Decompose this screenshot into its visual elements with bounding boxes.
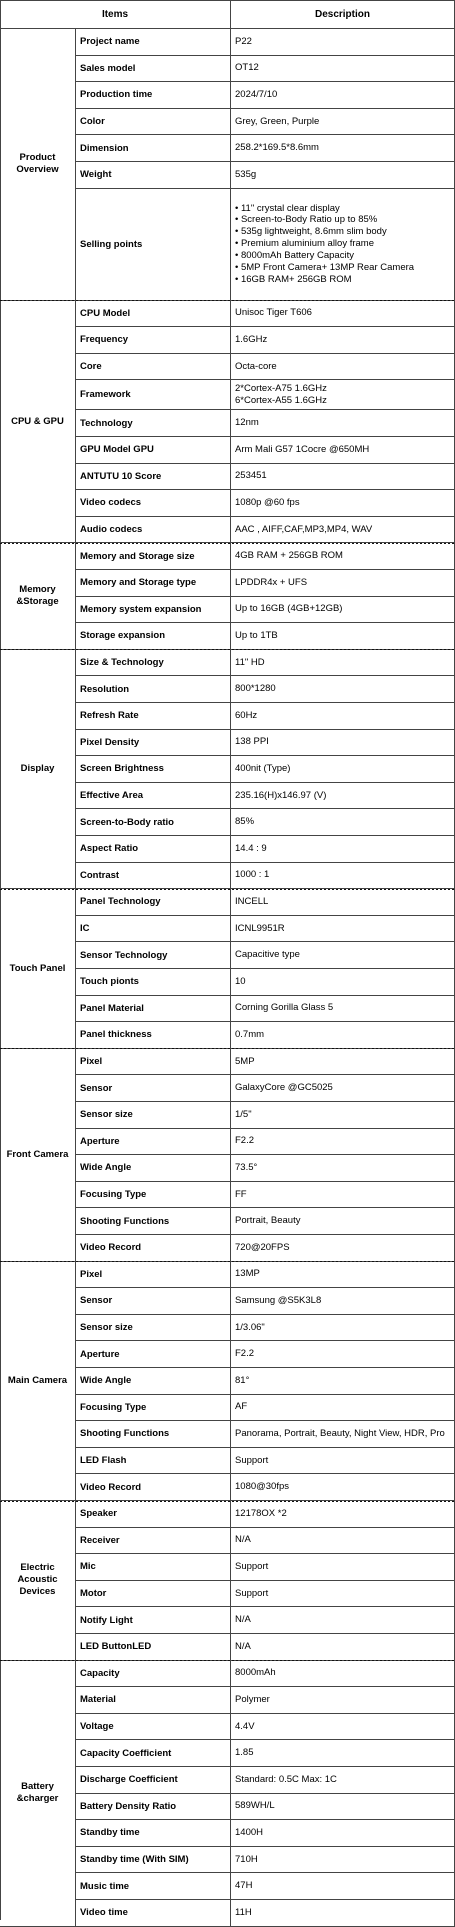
spec-item-label: Panel thickness: [76, 1022, 231, 1049]
group-separator: [0, 649, 455, 650]
spec-item-label: Video Record: [76, 1474, 231, 1501]
spec-item-label: Sensor size: [76, 1102, 231, 1129]
group-label: Electric Acoustic Devices: [0, 1501, 76, 1661]
spec-item-label: Video Record: [76, 1235, 231, 1262]
spec-item-value: 253451: [231, 464, 455, 491]
spec-item-label: GPU Model GPU: [76, 437, 231, 464]
spec-item-value: AF: [231, 1395, 455, 1422]
spec-item-label: Battery Density Ratio: [76, 1794, 231, 1821]
spec-item-label: Core: [76, 354, 231, 381]
spec-item-label: Motor: [76, 1581, 231, 1608]
spec-item-label: Panel Material: [76, 996, 231, 1023]
spec-item-value: N/A: [231, 1607, 455, 1634]
group-separator: [0, 1660, 455, 1661]
group-label: CPU & GPU: [0, 301, 76, 544]
spec-item-label: Production time: [76, 82, 231, 109]
spec-item-value: 400nit (Type): [231, 756, 455, 783]
spec-item-value: 235.16(H)x146.97 (V): [231, 783, 455, 810]
spec-item-value: 4GB RAM + 256GB ROM: [231, 543, 455, 570]
spec-item-label: Resolution: [76, 676, 231, 703]
spec-item-value: 258.2*169.5*8.6mm: [231, 135, 455, 162]
group-label: Display: [0, 650, 76, 889]
spec-item-value: 81°: [231, 1368, 455, 1395]
spec-item-label: Focusing Type: [76, 1395, 231, 1422]
spec-item-label: ANTUTU 10 Score: [76, 464, 231, 491]
spec-item-label: Mic: [76, 1554, 231, 1581]
spec-item-label: Contrast: [76, 863, 231, 890]
spec-item-label: Color: [76, 109, 231, 136]
spec-item-label: Video time: [76, 1900, 231, 1927]
spec-item-label: Technology: [76, 410, 231, 437]
spec-item-value: Support: [231, 1448, 455, 1475]
spec-item-label: Discharge Coefficient: [76, 1767, 231, 1794]
spec-item-value: 14.4 : 9: [231, 836, 455, 863]
spec-item-value: Grey, Green, Purple: [231, 109, 455, 136]
spec-item-value: INCELL: [231, 889, 455, 916]
group-label: Main Camera: [0, 1262, 76, 1501]
spec-item-value: 535g: [231, 162, 455, 189]
spec-item-label: Project name: [76, 29, 231, 56]
spec-item-value: Samsung @S5K3L8: [231, 1288, 455, 1315]
spec-item-label: CPU Model: [76, 301, 231, 328]
spec-item-label: LED ButtonLED: [76, 1634, 231, 1661]
spec-item-value: 0.7mm: [231, 1022, 455, 1049]
spec-item-value: Arm Mali G57 1Cocre @650MH: [231, 437, 455, 464]
spec-item-value: Corning Gorilla Glass 5: [231, 996, 455, 1023]
spec-item-value: 1000 : 1: [231, 863, 455, 890]
spec-item-label: Speaker: [76, 1501, 231, 1528]
group-separator: [0, 889, 455, 890]
spec-item-label: Music time: [76, 1873, 231, 1900]
spec-item-label: LED Flash: [76, 1448, 231, 1475]
spec-item-label: Material: [76, 1687, 231, 1714]
spec-item-value: 10: [231, 969, 455, 996]
items-column-header: Items: [0, 0, 231, 29]
spec-item-label: Shooting Functions: [76, 1421, 231, 1448]
spec-item-label: Sensor: [76, 1075, 231, 1102]
spec-item-label: Video codecs: [76, 490, 231, 517]
group-separator: [0, 300, 455, 301]
spec-item-label: Size & Technology: [76, 650, 231, 677]
spec-item-value: 12nm: [231, 410, 455, 437]
spec-item-value: 800*1280: [231, 676, 455, 703]
spec-item-label: Selling points: [76, 189, 231, 301]
spec-item-value: P22: [231, 29, 455, 56]
spec-item-label: Pixel: [76, 1262, 231, 1289]
spec-item-label: Pixel Density: [76, 730, 231, 757]
spec-item-label: Framework: [76, 380, 231, 410]
spec-item-label: Memory and Storage type: [76, 570, 231, 597]
spec-item-label: Sensor: [76, 1288, 231, 1315]
spec-item-value: ICNL9951R: [231, 916, 455, 943]
spec-item-value: 4.4V: [231, 1714, 455, 1741]
spec-item-label: Sensor Technology: [76, 942, 231, 969]
spec-item-label: Storage expansion: [76, 623, 231, 650]
spec-item-value: LPDDR4x + UFS: [231, 570, 455, 597]
spec-item-label: Focusing Type: [76, 1182, 231, 1209]
spec-item-label: Audio codecs: [76, 517, 231, 544]
group-separator: [0, 1501, 455, 1502]
spec-item-label: Standby time (With SIM): [76, 1847, 231, 1874]
spec-item-value: N/A: [231, 1634, 455, 1661]
spec-item-value: 138 PPI: [231, 730, 455, 757]
spec-item-value: 60Hz: [231, 703, 455, 730]
spec-item-label: Dimension: [76, 135, 231, 162]
spec-item-value: N/A: [231, 1528, 455, 1555]
group-label: Front Camera: [0, 1049, 76, 1262]
spec-item-value: Standard: 0.5C Max: 1C: [231, 1767, 455, 1794]
spec-item-label: IC: [76, 916, 231, 943]
spec-item-label: Sales model: [76, 56, 231, 83]
spec-item-value: 1.6GHz: [231, 327, 455, 354]
spec-item-value: 11" HD: [231, 650, 455, 677]
spec-item-value: 1080p @60 fps: [231, 490, 455, 517]
spec-item-value: 1080@30fps: [231, 1474, 455, 1501]
group-label: Battery &charger: [0, 1661, 76, 1927]
spec-item-value: FF: [231, 1182, 455, 1209]
spec-item-value: 47H: [231, 1873, 455, 1900]
spec-item-value: 8000mAh: [231, 1661, 455, 1688]
spec-item-value: 1.85: [231, 1740, 455, 1767]
spec-item-label: Frequency: [76, 327, 231, 354]
spec-item-label: Wide Angle: [76, 1368, 231, 1395]
spec-item-value: OT12: [231, 56, 455, 83]
spec-item-value: 2*Cortex-A75 1.6GHz 6*Cortex-A55 1.6GHz: [231, 380, 455, 410]
spec-item-label: Aspect Ratio: [76, 836, 231, 863]
spec-item-label: Sensor size: [76, 1315, 231, 1342]
spec-item-label: Pixel: [76, 1049, 231, 1076]
spec-item-value: F2.2: [231, 1129, 455, 1156]
spec-item-label: Receiver: [76, 1528, 231, 1555]
spec-item-value: 5MP: [231, 1049, 455, 1076]
spec-item-value: 85%: [231, 809, 455, 836]
group-label: Product Overview: [0, 29, 76, 301]
spec-item-value: Up to 1TB: [231, 623, 455, 650]
spec-item-label: Wide Angle: [76, 1155, 231, 1182]
group-separator: [0, 1048, 455, 1049]
spec-item-label: Shooting Functions: [76, 1208, 231, 1235]
spec-item-value: Unisoc Tiger T606: [231, 301, 455, 328]
spec-item-value: Support: [231, 1554, 455, 1581]
group-separator: [0, 1261, 455, 1262]
spec-item-label: Memory system expansion: [76, 597, 231, 624]
group-label: Touch Panel: [0, 889, 76, 1049]
spec-item-value: AAC , AIFF,CAF,MP3,MP4, WAV: [231, 517, 455, 544]
spec-item-value: Polymer: [231, 1687, 455, 1714]
spec-item-value: • 11" crystal clear display • Screen-to-Body Ratio up to 85% • 535g lightweight, 8.6mm slim body • Premium aluminium alloy frame • 8000mAh Battery Capacity • 5MP Front Camera+ 13MP Rear Camera • 16GB RAM+ 256GB ROM: [231, 189, 455, 301]
spec-item-value: 73.5°: [231, 1155, 455, 1182]
spec-item-label: Notify Light: [76, 1607, 231, 1634]
spec-item-value: Octa-core: [231, 354, 455, 381]
spec-item-label: Voltage: [76, 1714, 231, 1741]
spec-item-value: 1/5": [231, 1102, 455, 1129]
spec-item-label: Touch pionts: [76, 969, 231, 996]
spec-item-value: Up to 16GB (4GB+12GB): [231, 597, 455, 624]
spec-item-value: 11H: [231, 1900, 455, 1927]
spec-item-value: 710H: [231, 1847, 455, 1874]
spec-item-label: Capacity: [76, 1661, 231, 1688]
spec-item-value: 2024/7/10: [231, 82, 455, 109]
spec-item-value: Panorama, Portrait, Beauty, Night View, HDR, Pro: [231, 1421, 455, 1448]
spec-item-value: 13MP: [231, 1262, 455, 1289]
spec-item-value: 720@20FPS: [231, 1235, 455, 1262]
spec-item-label: Aperture: [76, 1129, 231, 1156]
spec-item-value: Portrait, Beauty: [231, 1208, 455, 1235]
group-label: Memory &Storage: [0, 543, 76, 649]
spec-item-label: Refresh Rate: [76, 703, 231, 730]
spec-item-label: Memory and Storage size: [76, 543, 231, 570]
spec-item-value: 589WH/L: [231, 1794, 455, 1821]
spec-item-value: GalaxyCore @GC5025: [231, 1075, 455, 1102]
spec-item-label: Weight: [76, 162, 231, 189]
group-separator: [0, 543, 455, 544]
spec-item-value: Support: [231, 1581, 455, 1608]
spec-item-value: 1400H: [231, 1820, 455, 1847]
spec-item-value: 12178OX *2: [231, 1501, 455, 1528]
spec-item-label: Panel Technology: [76, 889, 231, 916]
spec-item-label: Capacity Coefficient: [76, 1740, 231, 1767]
spec-item-value: 1/3.06": [231, 1315, 455, 1342]
spec-item-label: Screen-to-Body ratio: [76, 809, 231, 836]
spec-item-label: Standby time: [76, 1820, 231, 1847]
spec-item-label: Screen Brightness: [76, 756, 231, 783]
spec-item-value: F2.2: [231, 1341, 455, 1368]
spec-item-value: Capacitive type: [231, 942, 455, 969]
spec-item-label: Aperture: [76, 1341, 231, 1368]
description-column-header: Description: [231, 0, 455, 29]
spec-item-label: Effective Area: [76, 783, 231, 810]
